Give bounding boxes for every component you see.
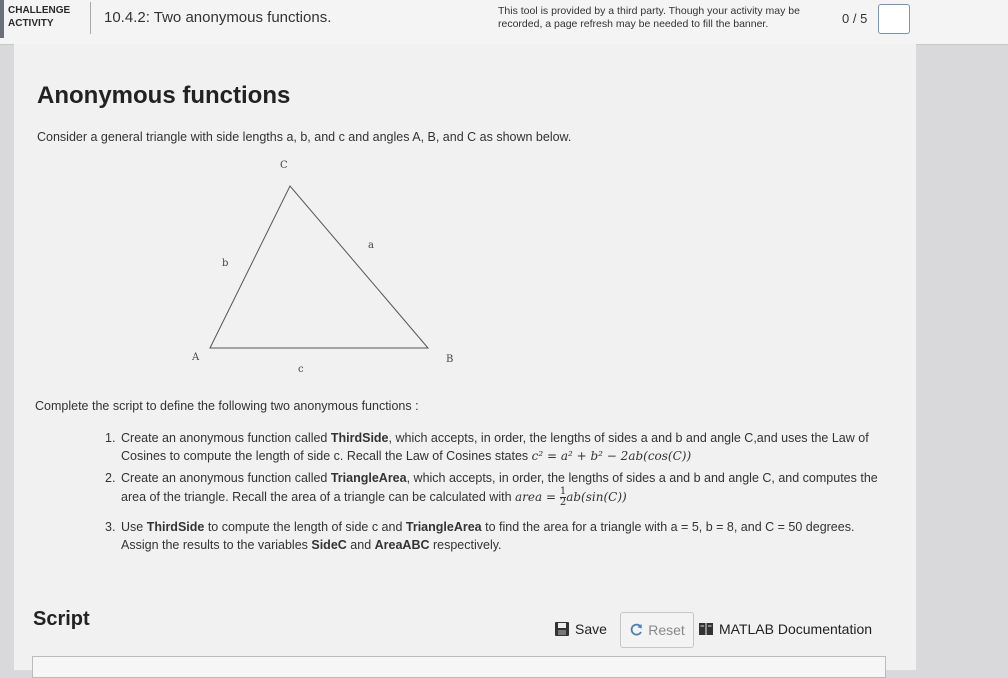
label-vertex-A: A [192, 352, 200, 363]
law-of-cosines-formula: c² = a² + b² − 2ab(cos(C)) [531, 449, 692, 463]
matlab-documentation-link[interactable] [698, 612, 898, 646]
code-areaabc: AreaABC [374, 538, 430, 552]
code-sidec: SideC [311, 538, 347, 552]
step-2-number: 2. [105, 471, 116, 485]
reset-icon [629, 623, 643, 637]
step-1-text-b: , which accepts, in order, the lengths of sides a and b and angle C,and uses the Law of Cosines to compute the length of side c. Recall the Law of Cosines states [121, 431, 869, 463]
step-2 [105, 469, 885, 508]
code-trianglearea: TriangleArea [330, 471, 407, 485]
triangle-diagram [180, 152, 470, 374]
section-title: Anonymous functions [37, 82, 291, 109]
reset-label: Reset [648, 622, 685, 638]
save-button[interactable] [554, 612, 614, 646]
script-editor[interactable] [32, 656, 886, 678]
score-box [878, 4, 910, 34]
step-3-text-d: and [346, 538, 375, 552]
third-party-notice [498, 5, 828, 30]
step-3-text-e: respectively. [429, 538, 502, 552]
label-vertex-B: B [446, 354, 454, 365]
badge-line1: CHALLENGE [8, 5, 71, 16]
step-2-text-b: , which accepts, in order, the lengths of sides a and b and angle C, and computes the area of the triangle. Recall the area of a triangle can be calculated with [121, 471, 878, 504]
score-text: 0 / 5 [842, 11, 868, 26]
notice-line2: recorded, a page refresh may be needed to fill the banner. [498, 17, 769, 30]
fraction-numerator: 1 [559, 486, 567, 497]
challenge-activity-badge [8, 4, 70, 30]
step-1 [105, 429, 885, 465]
step-3-text-a: Use [121, 520, 147, 534]
badge-line2: ACTIVITY [8, 18, 54, 29]
header-divider [90, 2, 91, 34]
fraction-denominator: 2 [559, 497, 567, 508]
area-formula-rhs: ab(sin(C)) [566, 489, 627, 504]
notice-line1: This tool is provided by a third party. Though your activity may be [498, 5, 800, 17]
intro-text: Consider a general triangle with side lengths a, b, and c and angles A, B, and C as shown below. [37, 130, 572, 144]
step-3-text-b: to compute the length of side c and [204, 520, 406, 534]
label-side-b: b [222, 258, 229, 269]
book-icon [698, 622, 714, 636]
activity-title: 10.4.2: Two anonymous functions. [104, 9, 332, 26]
script-label: Script [33, 608, 90, 630]
activity-header [0, 0, 1008, 45]
step-3 [105, 518, 885, 554]
label-side-a: a [368, 240, 374, 251]
step-3-text-c: to find the area for a triangle with a = 5, b = 8, and C = 50 degrees. Assign the results to the variables [121, 520, 855, 552]
step-2-text-a: Create an anonymous function called [121, 471, 331, 485]
label-side-c: c [298, 364, 304, 374]
reset-button[interactable] [620, 612, 694, 648]
area-formula-lhs: area = [515, 489, 560, 504]
step-1-number: 1. [105, 431, 116, 445]
code-trianglearea-ref: TriangleArea [405, 520, 482, 534]
instructions-text: Complete the script to define the following two anonymous functions : [35, 399, 419, 413]
header-accent-bar [0, 0, 4, 38]
code-thirdside: ThirdSide [330, 431, 389, 445]
doc-label: MATLAB Documentation [719, 621, 873, 637]
step-3-number: 3. [105, 520, 116, 534]
label-vertex-C: C [280, 160, 288, 171]
triangle-shape [210, 186, 428, 348]
code-thirdside-ref: ThirdSide [146, 520, 205, 534]
step-1-text-a: Create an anonymous function called [121, 431, 331, 445]
save-icon [554, 621, 570, 637]
save-label: Save [575, 621, 607, 637]
steps-list [105, 429, 885, 554]
